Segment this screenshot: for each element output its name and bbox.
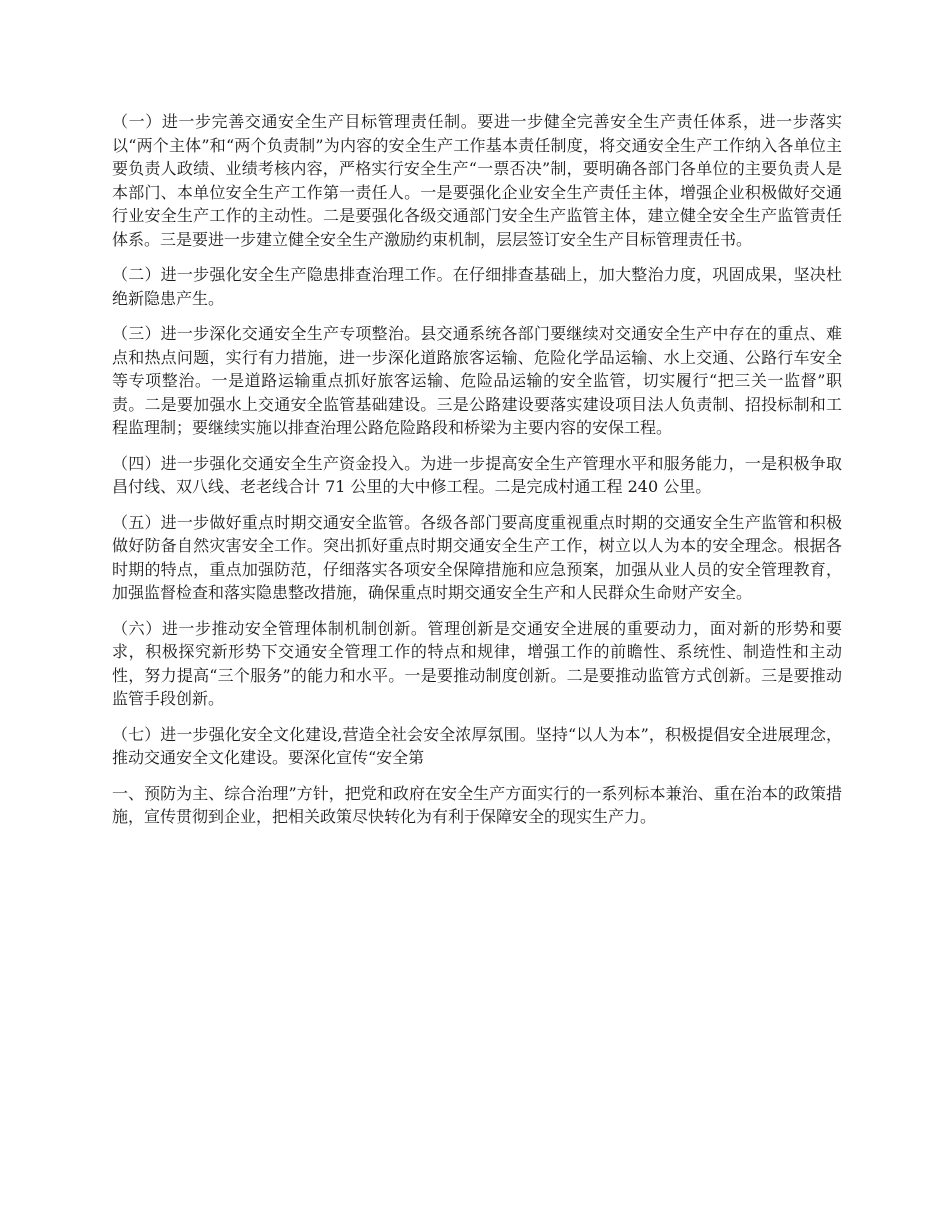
paragraph-6: （六）进一步推动安全管理体制机制创新。管理创新是交通安全进展的重要动力，面对新的形势和要求，积极探究新形势下交通安全管理工作的特点和规律，增强工作的前瞻性、系统性、制造性和主动性，努力提高“三个服务”的能力和水平。一是要推动制度创新。二是要推动监管方式创新。三是要推动监管手段创新。: [112, 618, 842, 708]
paragraph-4: （四）进一步强化交通安全生产资金投入。为进一步提高安全生产管理水平和服务能力，一是积极争取昌付线、双八线、老老线合计 71 公里的大中修工程。二是完成村通工程 240 公里。: [112, 453, 842, 496]
paragraph-3: （三）进一步深化交通安全生产专项整治。县交通系统各部门要继续对交通安全生产中存在的重点、难点和热点问题，实行有力措施，进一步深化道路旅客运输、危险化学品运输、水上交通、公路行车安全等专项整治。一是道路运输重点抓好旅客运输、危险品运输的安全监管，切实履行“把三关一监督”职责。二是要加强水上交通安全监管基础建设。三是公路建设要落实建设项目法人负责制、招投标制和工程监理制；要继续实施以排查治理公路危险路段和桥梁为主要内容的安保工程。: [112, 324, 842, 437]
paragraph-5: （五）进一步做好重点时期交通安全监管。各级各部门要高度重视重点时期的交通安全生产监管和积极做好防备自然灾害安全工作。突出抓好重点时期交通安全生产工作，树立以人为本的安全理念。根据各时期的特点，重点加强防范，仔细落实各项安全保障措施和应急预案，加强从业人员的安全管理教育，加强监督检查和落实隐患整改措施，确保重点时期交通安全生产和人民群众生命财产安全。: [112, 512, 842, 602]
paragraph-7: （七）进一步强化安全文化建设,营造全社会安全浓厚氛围。坚持“以人为本”，积极提倡安全进展理念，推动交通安全文化建设。要深化宣传“安全第: [112, 724, 842, 767]
paragraph-1: （一）进一步完善交通安全生产目标管理责任制。要进一步健全完善安全生产责任体系，进一步落实以“两个主体”和“两个负责制”为内容的安全生产工作基本责任制度，将交通安全生产工作纳入各单位主要负责人政绩、业绩考核内容，严格实行安全生产“一票否决”制，要明确各部门各单位的主要负责人是本部门、本单位安全生产工作第一责任人。一是要强化企业安全生产责任主体，增强企业积极做好交通行业安全生产工作的主动性。二是要强化各级交通部门安全生产监管主体，建立健全安全生产监管责任体系。三是要进一步建立健全安全生产激励约束机制，层层签订安全生产目标管理责任书。: [112, 112, 842, 249]
paragraph-8: 一、预防为主、综合治理”方针，把党和政府在安全生产方面实行的一系列标本兼治、重在治本的政策措施，宣传贯彻到企业，把相关政策尽快转化为有利于保障安全的现实生产力。: [112, 783, 842, 826]
paragraph-2: （二）进一步强化安全生产隐患排查治理工作。在仔细排查基础上，加大整治力度，巩固成果，坚决杜绝新隐患产生。: [112, 265, 842, 308]
document-body: [112, 110, 842, 841]
